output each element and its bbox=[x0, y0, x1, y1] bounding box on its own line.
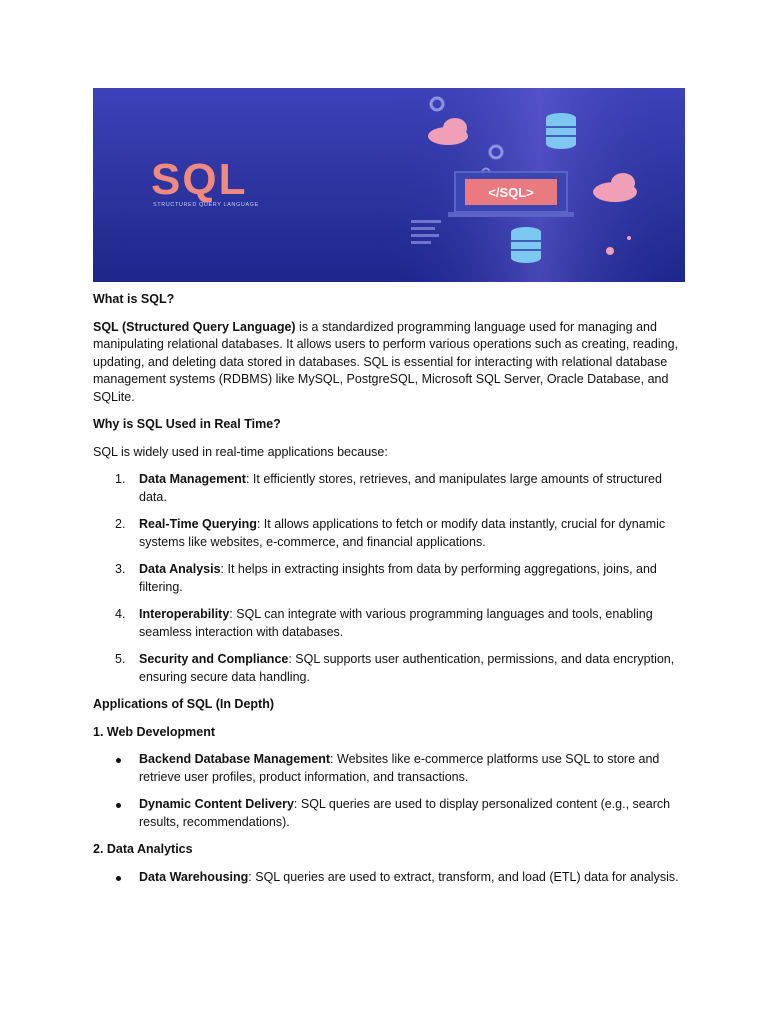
list-item bbox=[93, 516, 683, 551]
article-body bbox=[93, 291, 683, 896]
list-item-text: : SQL can integrate with various programming languages and tools, enabling seamless interaction with databases. bbox=[139, 607, 653, 639]
banner-screen-text: </SQL> bbox=[488, 185, 534, 200]
bullet-icon bbox=[116, 876, 121, 881]
list-item-title: Security and Compliance bbox=[139, 652, 289, 666]
list-item-text: : SQL queries are used to extract, transform, and load (ETL) data for analysis. bbox=[248, 869, 679, 884]
list-item-title: Real-Time Querying bbox=[139, 517, 257, 531]
list-item bbox=[93, 561, 683, 596]
intro-text: is a standardized programming language used for managing and manipulating relational databases. It allows users to perform various operations such as creating, reading, updating, and deleting data stored in databases. SQL is essential for interacting with relational database management systems (RDBMS) like MySQL, PostgreSQL, Microsoft SQL Server, Oracle Database, and SQLite. bbox=[93, 319, 679, 404]
list-item bbox=[93, 651, 683, 686]
intro-paragraph bbox=[93, 319, 683, 407]
list-item bbox=[93, 471, 683, 506]
list-number: 1. bbox=[115, 472, 126, 486]
bullet-icon bbox=[116, 758, 121, 763]
reasons-list bbox=[93, 471, 683, 686]
analytics-list bbox=[93, 869, 683, 887]
list-number: 4. bbox=[115, 607, 126, 621]
banner-logo-text: SQL bbox=[151, 155, 248, 204]
list-item-title: Data Analysis bbox=[139, 562, 221, 576]
list-item-title: Data Warehousing bbox=[139, 869, 249, 884]
heading-data-analytics: 2. Data Analytics bbox=[93, 842, 193, 856]
heading-what-is-sql: What is SQL? bbox=[93, 292, 175, 306]
intro-term: SQL (Structured Query Language) bbox=[93, 319, 296, 334]
list-item bbox=[93, 606, 683, 641]
list-number: 5. bbox=[115, 652, 126, 666]
sql-banner-image bbox=[93, 88, 685, 282]
list-item-text: : SQL supports user authentication, permissions, and data encryption, ensuring secure data handling. bbox=[139, 652, 675, 684]
list-number: 2. bbox=[115, 517, 126, 531]
list-item-text: : It allows applications to fetch or modify data instantly, crucial for dynamic systems like websites, e-commerce, and financial applications. bbox=[139, 517, 666, 549]
list-item-text: : It efficiently stores, retrieves, and manipulates large amounts of structured data. bbox=[139, 472, 662, 504]
list-number: 3. bbox=[115, 562, 126, 576]
list-item-title: Backend Database Management bbox=[139, 752, 331, 766]
banner-logo-subtitle: STRUCTURED QUERY LANGUAGE bbox=[153, 202, 259, 208]
list-item bbox=[93, 869, 683, 887]
heading-applications: Applications of SQL (In Depth) bbox=[93, 697, 275, 711]
list-item-text: : It helps in extracting insights from data by performing aggregations, joins, and filtering. bbox=[139, 562, 657, 594]
web-dev-list bbox=[93, 751, 683, 831]
list-item bbox=[93, 796, 683, 831]
heading-why-sql: Why is SQL Used in Real Time? bbox=[93, 417, 281, 431]
why-lead-paragraph: SQL is widely used in real-time applications because: bbox=[93, 444, 388, 459]
list-item-text: : SQL queries are used to display personalized content (e.g., search results, recommendations). bbox=[139, 797, 671, 829]
list-item-text: : Websites like e-commerce platforms use SQL to store and retrieve user profiles, product information, and transactions. bbox=[139, 752, 660, 784]
list-item-title: Data Management bbox=[139, 472, 246, 486]
heading-web-development: 1. Web Development bbox=[93, 724, 216, 739]
list-item bbox=[93, 751, 683, 786]
list-item-title: Dynamic Content Delivery bbox=[139, 797, 294, 811]
list-item-title: Interoperability bbox=[139, 607, 230, 621]
bullet-icon bbox=[116, 803, 121, 808]
